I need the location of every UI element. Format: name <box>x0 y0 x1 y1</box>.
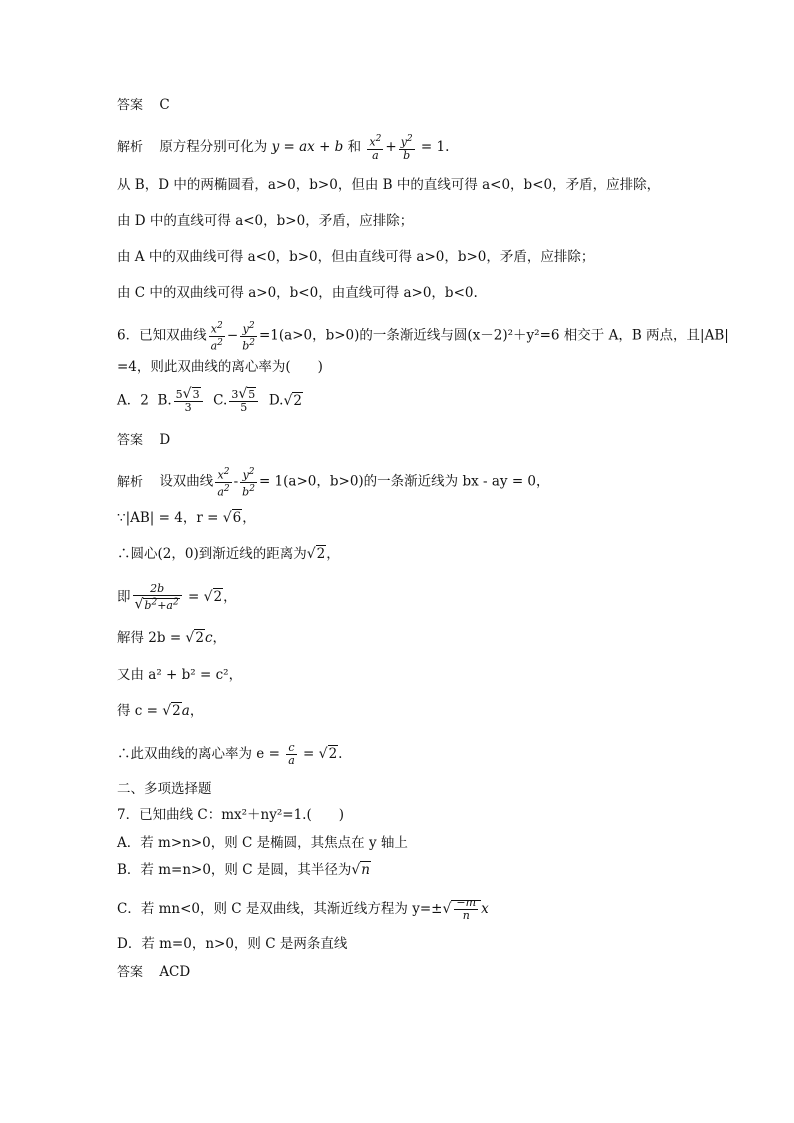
q7-answer-line <box>117 963 190 982</box>
q6-options <box>117 388 303 414</box>
sqrt-6: √6 <box>222 510 242 526</box>
q6-distance-frac: $\frac{2b}{√b^2+a^2}$ <box>133 583 182 612</box>
sqrt-2: √2 <box>162 703 181 719</box>
q6-step3-prefix: 即 <box>117 588 131 605</box>
q6-option-b-value: $\frac{5√3}{3}$ <box>174 388 203 414</box>
q6-option-d: D. <box>268 392 284 409</box>
q5-answer-line <box>117 96 170 115</box>
q6-step1-text: ∵|AB| = 4，r = <box>117 510 223 526</box>
q7-option-b <box>117 861 371 879</box>
answer-label: 答案 <box>117 433 144 448</box>
q5-answer: C <box>159 97 170 113</box>
q6-stem-line1: 6．已知双曲线 $\frac{x^2}{a^2}$ − $\frac{y^2}{b^2}$ =1(a>0，b>0)的一条渐近线与圆(x－2)²＋y²=6 相交于 A，B 两点，且|AB| <box>117 321 729 353</box>
sqrt-n: √n <box>351 862 370 878</box>
q6-frac-x: $\frac{x^2}{a^2}$ <box>210 321 223 353</box>
q6-analysis-b: = 1(a>0，b>0)的一条渐近线为 bx - ay = 0， <box>258 473 550 490</box>
q6-stem-a: 6．已知双曲线 <box>117 327 207 344</box>
q5-line2: 由 D 中的直线可得 a<0，b>0，矛盾，应排除； <box>117 213 414 229</box>
q7-option-b-text: B．若 m=n>0，则 C 是圆，其半径为 <box>117 862 352 878</box>
q6-analysis-a: 设双曲线 <box>159 473 214 490</box>
q6-stem-line2: =4，则此双曲线的离心率为( ) <box>117 359 323 375</box>
q6-step6-text: 得 c = <box>117 703 163 719</box>
q7-stem: 7．已知曲线 C：mx²＋ny²=1.( ) <box>117 807 344 823</box>
sqrt-2: √2 <box>203 588 223 605</box>
q6-stem-b: =1(a>0，b>0)的一条渐近线与圆(x－2)²＋y²=6 相交于 A，B 两点，且|AB| <box>258 327 729 344</box>
q6-answer-line <box>117 431 170 450</box>
q6-step7-text: ∴此双曲线的离心率为 e = <box>117 746 285 762</box>
q5-frac-x: $\frac{x^2}{a}$ <box>369 134 382 162</box>
analysis-label: 解析 <box>117 474 144 490</box>
q6-option-b: B. <box>157 392 172 409</box>
sqrt-2: √2 <box>306 546 326 562</box>
q5-analysis-line: 解析 原方程分别可化为 y = ax + b 和 $\frac{x^2}{a}$ + $\frac{y^2}{b}$ = 1. <box>117 134 450 162</box>
q6-step4-text: 解得 2b = <box>117 630 186 646</box>
q6-option-a: A．2 <box>117 392 149 409</box>
q6-step2: ∴圆心(2，0)到渐近线的距离为√2， <box>117 546 340 562</box>
q6-analysis-line: 解析 设双曲线 $\frac{x^2}{a^2}$ - $\frac{y^2}{b^2}$ = 1(a>0，b>0)的一条渐近线为 bx - ay = 0， <box>117 467 550 499</box>
q7-option-c: C．若 mn<0，则 C 是双曲线，其渐近线方程为 y=±√ $\frac{-m}{n}$ x <box>117 896 489 922</box>
analysis-label: 解析 <box>117 139 144 155</box>
q6-analysis-frac-y: $\frac{y^2}{b^2}$ <box>242 467 255 499</box>
sqrt-neg-m-over-n: √ $\frac{-m}{n}$ <box>442 897 481 922</box>
sqrt-2: √2 <box>185 630 204 646</box>
q5-frac-y: $\frac{y^2}{b}$ <box>400 134 413 162</box>
q7-option-d: D．若 m=0，n>0，则 C 是两条直线 <box>117 936 348 952</box>
q5-line1: 从 B，D 中的两椭圆看，a>0，b>0，但由 B 中的直线可得 a<0，b<0，矛盾，应排除， <box>117 177 661 193</box>
q6-option-d-value: √2 <box>283 392 302 409</box>
q6-answer: D <box>159 432 171 448</box>
q6-option-c-value: $\frac{3√5}{5}$ <box>229 388 258 414</box>
q6-step1: ∵|AB| = 4，r = √6， <box>117 510 256 526</box>
q5-analysis-mid: 和 <box>347 138 362 155</box>
q6-option-c: C. <box>213 392 228 409</box>
q7-option-c-text: C．若 mn<0，则 C 是双曲线，其渐近线方程为 y=± <box>117 901 443 917</box>
q5-line4: 由 C 中的双曲线可得 a>0，b<0，由直线可得 a>0，b<0. <box>117 285 478 301</box>
q6-step2-text: ∴圆心(2，0)到渐近线的距离为 <box>117 546 307 562</box>
q6-step7: ∴此双曲线的离心率为 e = $\frac{c}{a}$ = √2. <box>117 741 343 767</box>
answer-label: 答案 <box>117 98 144 113</box>
q6-step4: 解得 2b = √2c， <box>117 630 226 646</box>
q6-eccentricity-frac: $\frac{c}{a}$ <box>288 741 295 767</box>
q6-step6: 得 c = √2a， <box>117 703 204 719</box>
q5-analysis-prefix: 原方程分别可化为 <box>159 138 268 155</box>
q7-option-a: A．若 m>n>0，则 C 是椭圆，其焦点在 y 轴上 <box>117 835 408 851</box>
answer-label: 答案 <box>117 965 144 980</box>
q6-frac-y: $\frac{y^2}{b^2}$ <box>242 321 255 353</box>
q6-step5: 又由 a² + b² = c²， <box>117 667 243 683</box>
q5-line-equation: y = ax + b <box>271 138 344 155</box>
q6-analysis-frac-x: $\frac{x^2}{a^2}$ <box>217 467 230 499</box>
q5-line3: 由 A 中的双曲线可得 a<0，b>0，但由直线可得 a>0，b>0，矛盾，应排除； <box>117 249 595 265</box>
section2-title: 二、多项选择题 <box>117 781 212 797</box>
sqrt-2: √2 <box>318 746 338 762</box>
q6-step3: 即 $\frac{2b}{√b^2+a^2}$ = √2， <box>117 582 237 613</box>
q7-answer: ACD <box>159 964 191 980</box>
